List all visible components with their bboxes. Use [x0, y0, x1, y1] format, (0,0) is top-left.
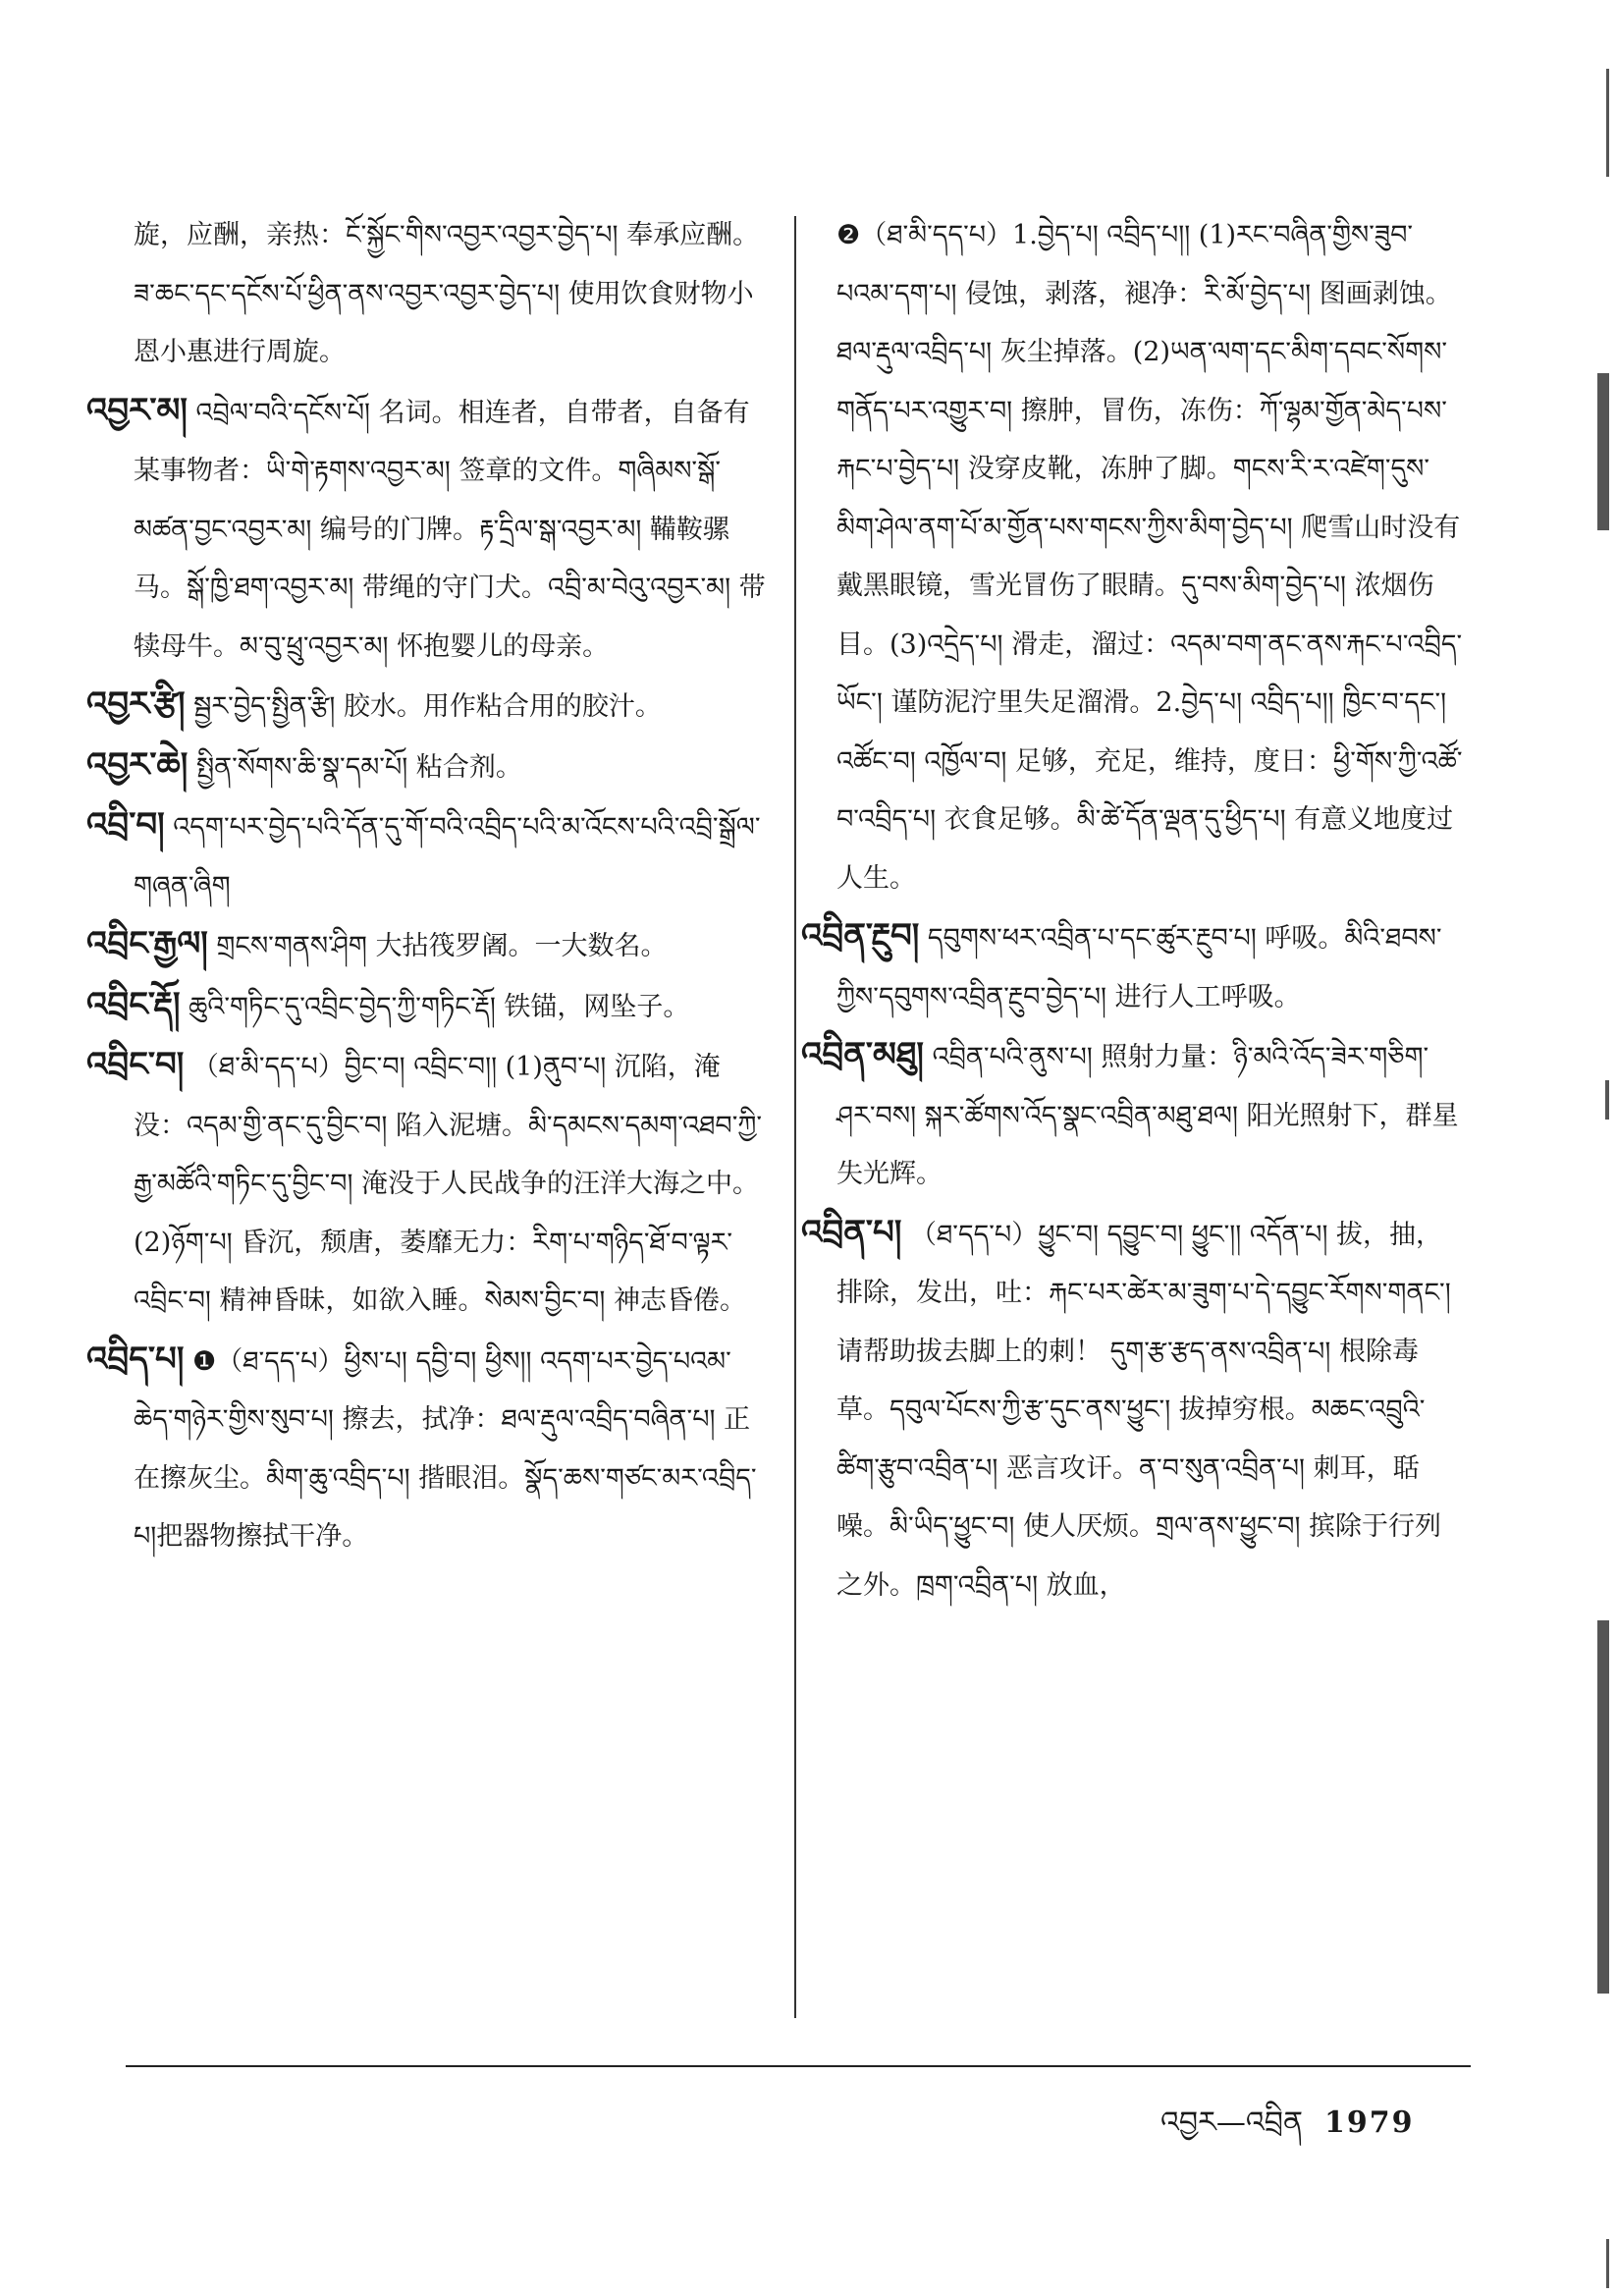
dictionary-entry	[801, 907, 1463, 1026]
dictionary-entry	[86, 796, 770, 915]
footer-range: འབྱར—འབྲིན	[1160, 2105, 1303, 2140]
entry-text: གྲངས་གནས་ཤིག 大拈筏罗阇。一大数名。	[216, 931, 668, 961]
entry-text: སྤྱིན་སོགས་ཆི་སྣ་དམ་པོ། 粘合剂。	[195, 751, 522, 783]
scan-edge-marks	[1590, 0, 1617, 2296]
entry-headword: འབྲིན་པ།	[801, 1212, 902, 1252]
entry-continuation	[134, 206, 770, 382]
entry-headword: འབྲིན་མཐུ།	[801, 1035, 924, 1074]
entry-headword: འབྲིང་རྒྱལ།	[86, 924, 208, 963]
entry-text: འདག་པར་བྱེད་པའི་དོན་དུ་གོ་བའི་འབྲིད་པའི་མ་འོངས་པའི་འབྲི་སྒྲོལ་གཞན་ཞིག	[134, 812, 761, 902]
dictionary-entry	[86, 737, 770, 797]
entry-text: ཆུའི་གཏིང་དུ་འབྲིང་བྱེད་ཀྱི་གཏིང་རྡོ། 铁锚，网坠子。	[189, 991, 690, 1022]
dictionary-entry	[86, 1036, 770, 1331]
entry-headword: འབྲིན་རྔུབ།	[801, 916, 920, 956]
dictionary-entry	[801, 1026, 1463, 1204]
dictionary-entry	[86, 915, 770, 976]
entry-text: འབྲིན་པའི་ནུས་པ། 照射力量：ཉི་མའི་འོད་ཟེར་གཅིག་ཤར་བས། སྐར་ཚོགས་འོད་སྣང་འབྲིན་མཐུ་ཐལ། 阳光照射下，群星失光辉。	[836, 1042, 1459, 1189]
entry-headword: འབྲི་བ།	[86, 805, 165, 845]
entry-text: ❷（ཐ་མི་དད་པ）1.བྱེད་པ། འབྲིད་པ།། (1)རང་བཞིན་གྱིས་ཟུབ་པའམ་དག་པ། 侵蚀，剥落，褪净：རི་མོ་བྱེད་པ། 图画剥蚀。ཐལ་རྡུལ་འབྲིད་པ། 灰尘掉落。(2)ཡན་ལག་དང་མིག་དབང་སོགས་གནོད་པར་འགྱུར་བ། 擦肿，冒伤，冻伤：ཀོ་ལྷམ་གྱོན་མེད་པས་རྐང་པ་བྱེད་པ། 没穿皮靴，冻肿了脚。གངས་རི་ར་འཛེག་དུས་མིག་ཤེལ་ནག་པོ་མ་གྱོན་པས་གངས་ཀྱིས་མིག་བྱེད་པ། 爬雪山时没有戴黑眼镜，雪光冒伤了眼睛。དུ་བས་མིག་བྱེད་པ། 浓烟伤目。(3)འདྲེད་པ། 滑走，溜过：འདམ་བག་ནང་ནས་རྐང་པ་འབྲིད་ཡོང་། 谨防泥泞里失足溜滑。2.བྱེད་པ། འབྲིད་པ།། ཁྱིང་བ་དང་། འཚོང་བ། འཁྱོལ་བ། 足够，充足，维持，度日：ཕྱི་གོས་ཀྱི་འཚོ་བ་འབྲིད་པ། 衣食足够。མི་ཚེ་དོན་ལྡན་དུ་ཕྱིད་པ། 有意义地度过人生。	[836, 220, 1463, 894]
entry-headword: འབྲིང་བ།	[86, 1045, 185, 1084]
entry-continuation	[836, 206, 1463, 907]
entry-headword: འབྲིང་རྡོ།	[86, 984, 181, 1024]
dictionary-entry	[86, 676, 770, 737]
entry-text: སྦྱར་བྱེད་སྤྱིན་རྩི། 胶水。用作粘合用的胶汁。	[193, 691, 662, 722]
entry-text: དབུགས་ཕར་འབྲིན་པ་དང་ཚུར་རྔུབ་པ། 呼吸。མིའི་ཐབས་ཀྱིས་དབུགས་འབྲིན་རྔུབ་བྱེད་པ། 进行人工呼吸。	[836, 923, 1442, 1012]
page-number: 1979	[1323, 2105, 1415, 2140]
entry-text: （ཐ་མི་དད་པ）བྱིང་བ། འབྲིང་བ།། (1)ནུབ་པ། 沉陷，淹没：འདམ་གྱི་ནང་དུ་བྱིང་བ། 陷入泥塘。མི་དམངས་དམག་འཐབ་ཀྱི་རྒྱ་མཚོའི་གཏིང་དུ་བྱིང་བ། 淹没于人民战争的汪洋大海之中。(2)ཉོག་པ། 昏沉，颓唐，萎靡无力：རིག་པ་གཉིད་ཐོ་བ་ལྟར་འབྲིང་བ། 精神昏昧，如欲入睡。སེམས་བྱིང་བ། 神志昏倦。	[134, 1052, 763, 1316]
entry-headword: འབྱར་རྩི།	[86, 684, 186, 724]
entry-headword: འབྱར་ཆེ།	[86, 744, 189, 785]
dictionary-entry	[86, 382, 770, 677]
dictionary-entry	[86, 1331, 770, 1566]
page-footer	[1160, 2090, 1414, 2172]
entry-text: 旋，应酬，亲热：ངོ་སྐྱོང་གིས་འབྱར་འབྱར་བྱེད་པ། 奉承应酬。ཟ་ཆང་དང་དངོས་པོ་ཕྱིན་ནས་འབྱར་འབྱར་བྱེད་པ། 使用饮食财物小恩小惠进行周旋。	[134, 220, 760, 367]
left-column	[86, 206, 770, 1566]
entry-text: （ཐ་དད་པ）ཕྱུང་བ། དབྱུང་བ། ཕྱུང་།། འདོན་པ། 拔，抽，排除，发出，吐：རྐང་པར་ཚེར་མ་ཟུག་པ་དེ་དབྱུང་རོགས་གནང་། 请帮助拔去脚上的刺！ དུག་རྩ་རྩད་ནས་འབྲིན་པ། 根除毒草。དབུལ་པོངས་ཀྱི་རྩ་དུང་ནས་ཕྱུང་། 拔掉穷根。མཆང་འབྲུའི་ཚིག་རྩུབ་འབྲིན་པ། 恶言攻讦。ན་བ་སུན་འབྲིན་པ། 刺耳，聒噪。མི་ཡིད་ཕྱུང་བ། 使人厌烦。གྲལ་ནས་ཕྱུང་བ། 摈除于行列之外。ཁྲག་འབྲིན་པ། 放血，	[836, 1219, 1451, 1601]
dictionary-entry	[801, 1204, 1463, 1615]
column-divider	[794, 216, 796, 2018]
entry-text: འབྲེལ་བའི་དངོས་པོ། 名词。相连者，自带者，自备有某事物者：ཡི་གེ་རྟགས་འབྱར་མ། 签章的文件。གཞིམས་སྒོ་མཚན་བྱང་འབྱར་མ། 编号的门牌。རྟ་དྲིལ་སྒ་འབྱར་མ། 鞴鞍骡马。སྒོ་ཁྱི་ཐག་འབྱར་མ། 带绳的守门犬。འབྲི་མ་བེའུ་འབྱར་མ། 带犊母牛。མ་བུ་ཕྲུ་འབྱར་མ། 怀抱婴儿的母亲。	[134, 397, 766, 662]
right-column	[801, 206, 1463, 1614]
footer-rule	[126, 2065, 1471, 2067]
entry-headword: འབྱར་མ།	[86, 390, 188, 430]
entry-headword: འབྲིད་པ།	[86, 1339, 185, 1379]
entry-text: ❶（ཐ་དད་པ）ཕྱིས་པ། དབྱི་བ། ཕྱིས།། འདག་པར་བྱེད་པའམ་ཆེད་གཉེར་གྱིས་སུབ་པ། 擦去，拭净：ཐལ་རྡུལ་འབྲིད་བཞིན་པ། 正在擦灰尘。མིག་ཆུ་འབྲིད་པ། 揩眼泪。སྣོད་ཆས་གཙང་མར་འབྲིད་པ།把器物擦拭干净。	[134, 1345, 757, 1552]
dictionary-entry	[86, 976, 770, 1037]
